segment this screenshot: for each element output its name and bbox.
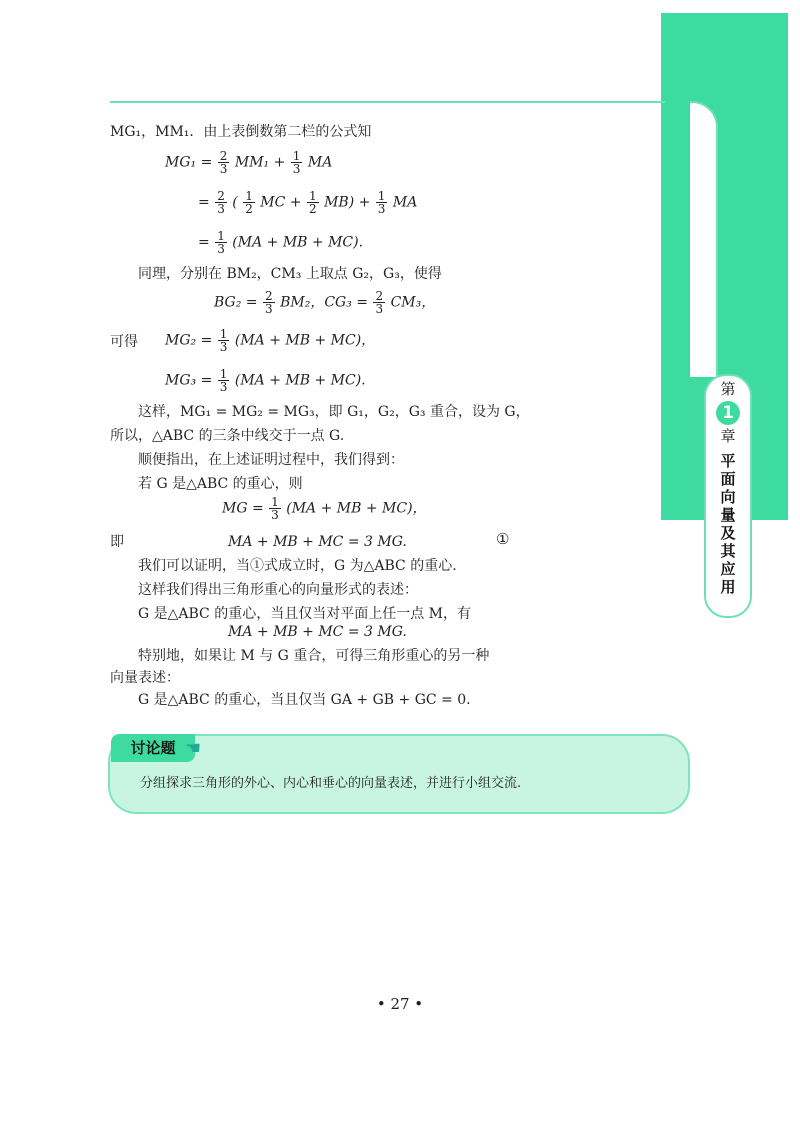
fraction (263, 290, 275, 315)
fraction (218, 328, 230, 353)
frac-den: 3 (264, 302, 273, 316)
text-line: MG₁，MM₁．由上表倒数第二栏的公式知 (110, 124, 372, 140)
frac-num: 1 (219, 367, 228, 381)
frac-den: 2 (245, 202, 253, 216)
chapter-title-char: 量 (720, 506, 736, 524)
frac-num: 1 (308, 189, 317, 203)
frac-den: 3 (375, 302, 384, 316)
frac-num: 1 (217, 229, 225, 243)
frac-den: 3 (219, 162, 228, 176)
eq-part: (MA + MB + MC)， (286, 500, 427, 517)
chapter-label (704, 380, 752, 596)
fraction (376, 190, 388, 215)
chapter-number: 1 (716, 401, 740, 425)
frac-num: 1 (219, 327, 228, 341)
frac-num: 2 (219, 149, 228, 163)
equation-marker: ① (496, 530, 510, 548)
frac-num: 1 (271, 495, 279, 509)
chapter-title-char: 平 (720, 452, 736, 470)
equation-line (165, 328, 375, 353)
eq-part: MB) + (324, 194, 371, 211)
frac-den: 3 (292, 162, 301, 176)
eq-part: MA (392, 194, 418, 211)
frac-den: 2 (308, 202, 317, 216)
equation-line (165, 368, 366, 393)
eq-part: MG₂ = (165, 332, 213, 349)
text-line: 所以，△ABC 的三条中线交于一点 G. (110, 428, 345, 444)
text-line: G 是△ABC 的重心，当且仅当 GA + GB + GC = 0. (138, 692, 471, 708)
chapter-title-char: 向 (720, 488, 736, 506)
frac-den: 3 (219, 380, 228, 394)
text-line: 我们可以证明，当①式成立时，G 为△ABC 的重心. (138, 558, 457, 574)
eq-part: ( (232, 194, 238, 211)
text-line: 顺便指出，在上述证明过程中，我们得到： (138, 452, 404, 468)
fraction (243, 190, 255, 215)
frac-den: 3 (271, 508, 279, 522)
discussion-title: 讨论题 (111, 734, 195, 762)
chapter-title (704, 452, 752, 596)
chapter-title-char: 其 (720, 542, 736, 560)
equation-line (222, 496, 427, 521)
eq-part: BG₂ = (214, 294, 258, 311)
eq-part: = (198, 194, 210, 211)
fraction (218, 150, 230, 175)
chapter-title-char: 及 (720, 524, 736, 542)
fraction (373, 290, 385, 315)
page-number: • 27 • (376, 995, 424, 1013)
eq-part: (MA + MB + MC). (232, 234, 364, 251)
eq-part: (MA + MB + MC). (234, 372, 366, 389)
frac-den: 3 (377, 202, 386, 216)
eq-part: MM₁ + (234, 154, 286, 171)
fraction (218, 368, 230, 393)
fraction (307, 190, 319, 215)
frac-num: 2 (375, 289, 384, 303)
frac-den: 3 (219, 340, 228, 354)
eq-part: MA (307, 154, 333, 171)
frac-den: 3 (217, 242, 225, 256)
eq-part: MG = (222, 500, 264, 517)
frac-num: 1 (245, 189, 253, 203)
text-line: 可得 (110, 334, 138, 350)
page-frame-corner (690, 101, 718, 377)
fraction (215, 230, 227, 255)
frac-num: 1 (377, 189, 386, 203)
discussion-text: 分组探求三角形的外心、内心和垂心的向量表述，并进行小组交流. (140, 776, 522, 791)
fraction (269, 496, 281, 521)
fraction (291, 150, 303, 175)
text-line: 同理，分别在 BM₂，CM₃ 上取点 G₂，G₃，使得 (138, 266, 442, 282)
eq-part: MG₁ = (165, 154, 213, 171)
text-line: 若 G 是△ABC 的重心，则 (138, 476, 303, 492)
frac-den: 3 (217, 202, 225, 216)
equation-line (198, 230, 363, 255)
fraction (215, 190, 227, 215)
equation-line (198, 190, 417, 215)
eq-part: (MA + MB + MC)， (234, 332, 376, 349)
eq-part: MC + (260, 194, 302, 211)
eq-part: CM₃， (390, 294, 436, 311)
equation-line (214, 290, 435, 315)
equation-line (165, 150, 332, 175)
frac-num: 2 (264, 289, 273, 303)
equation-line: MA + MB + MC = 3 MG. (228, 624, 407, 640)
chapter-title-char: 用 (720, 578, 736, 596)
eq-part: = (198, 234, 210, 251)
header-rule (110, 101, 665, 103)
chapter-title-char: 应 (720, 560, 736, 578)
frac-num: 1 (292, 149, 301, 163)
chapter-title-char: 面 (720, 470, 736, 488)
text-line: 这样我们得出三角形重心的向量形式的表述： (138, 582, 418, 598)
chapter-suffix: 章 (720, 427, 736, 445)
text-line: 即 (110, 534, 124, 550)
eq-part: MG₃ = (165, 372, 213, 389)
text-line: G 是△ABC 的重心，当且仅当对平面上任一点 M，有 (138, 606, 472, 622)
chapter-prefix: 第 (720, 380, 736, 398)
equation-line: MA + MB + MC = 3 MG. (228, 534, 407, 550)
text-line: 特别地，如果让 M 与 G 重合，可得三角形重心的另一种 (138, 648, 490, 664)
text-line: 向量表述： (110, 670, 180, 686)
text-line: 这样，MG₁ = MG₂ = MG₃，即 G₁，G₂，G₃ 重合，设为 G， (138, 404, 530, 420)
eq-part: BM₂，CG₃ = (280, 294, 369, 311)
hand-icon: ☚ (185, 738, 202, 759)
frac-num: 2 (217, 189, 225, 203)
